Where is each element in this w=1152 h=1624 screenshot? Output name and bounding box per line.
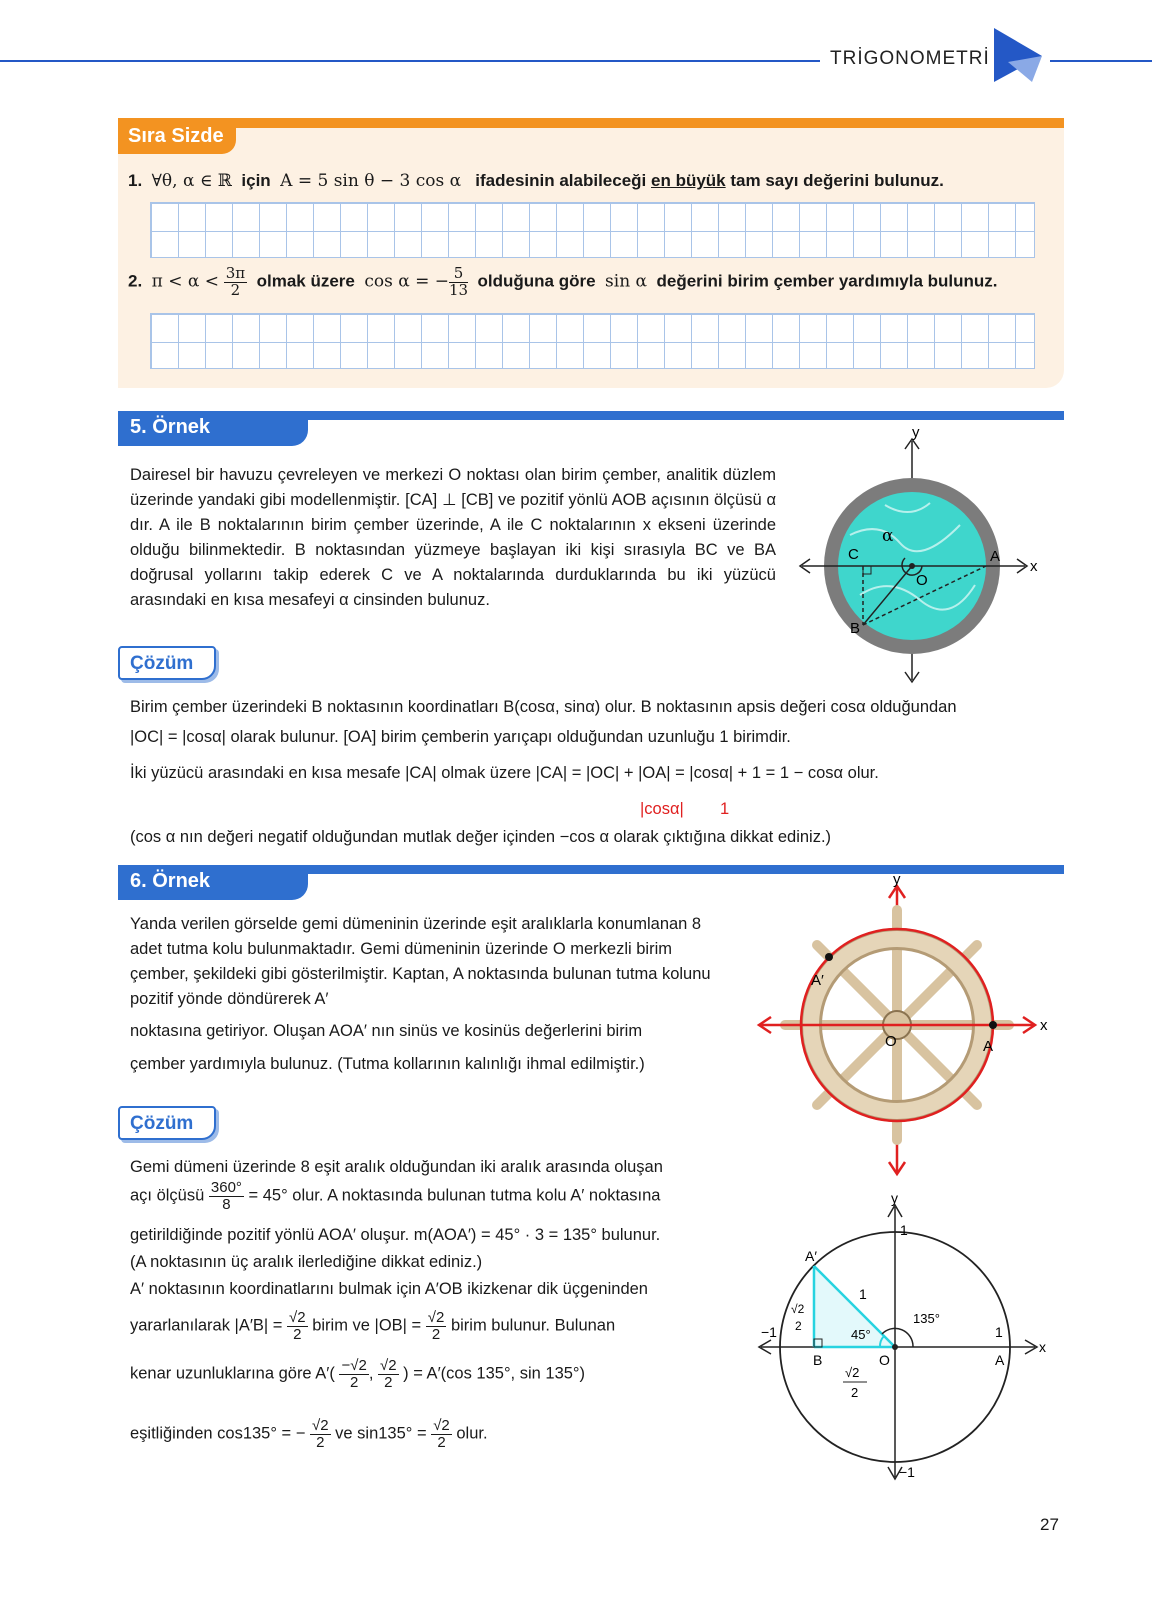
fig5-c-label: C: [848, 546, 859, 563]
ornek6-sol-line7: kenar uzunluklarına göre A′( $\frac{-√2}{2}$ , $\frac{√2}{2}$ ) = A′(cos 135°, sin 135°): [130, 1357, 586, 1391]
ornek5-note: (cos α nın değeri negatif olduğundan mutlak değer içinden −cos α olarak çıktığına dikkat ediniz.): [130, 828, 832, 846]
ornek6-sol-line3: getirildiğinde pozitif yönlü AOA′ oluşur. m(AOA′) = 45° · 3 = 135° bulunur.: [130, 1226, 661, 1244]
ornek6-sol-line2: açı ölçüsü $\frac{360^\circ}{8}$ = 45° olur. A noktasında bulunan tutma kolu A′ noktasına: [130, 1179, 661, 1213]
fig7-y-label: y: [891, 1190, 898, 1206]
fig7-r2-left: √2: [791, 1302, 805, 1316]
ornek6-sol-line4: (A noktasının üç aralık ilerlediğine dikkat ediniz.): [130, 1253, 483, 1271]
fig7-a-label: A: [995, 1352, 1005, 1368]
sira-sizde-bar: [118, 118, 1064, 128]
fig7-d2-bottom: 2: [851, 1385, 859, 1400]
sira-sizde-tag: Sıra Sizde: [118, 122, 236, 154]
page-number: 27: [1040, 1515, 1059, 1534]
answer-grid-2[interactable]: [150, 313, 1035, 369]
ornek5-sol-line1: Birim çember üzerindeki B noktasının koordinatları B(cosα, sinα) olur. B noktasının apsis değeri cosα olduğundan: [130, 698, 957, 716]
fig5-a-label: A: [990, 548, 1001, 565]
header-line-left: [0, 60, 820, 62]
pool-unit-circle-figure: [790, 425, 1050, 685]
ornek6-text-3: çember yardımıyla bulunuz. (Tutma kollarının kalınlığı ihmal edilmiştir.): [130, 1055, 645, 1073]
fig5-y-label: y: [912, 424, 920, 441]
fig7-one-top: 1: [900, 1222, 908, 1238]
ornek5-text: Dairesel bir havuzu çevreleyen ve merkezi O noktası olan birim çember, analitik düzlem üzerinde yandaki gibi modellenmiştir. [CA] ⊥ [CB] ve pozitif yönlü AOB açısının ölçüsü α dır. A ile B noktalarının birim çember üzerinde, A ile C noktalarının x ekseni üzerinde olduğu bilinmektedir. B noktasından yüzmeye başlayan iki kişi sırasıyla BC ve BA doğrusal yollarını takip ederek C ve A noktalarında durduklarında bu iki yüzücü arasındaki en kısa mesafeyi α cinsinden bulunuz.: [130, 466, 776, 609]
fig7-one-right: 1: [995, 1324, 1003, 1340]
fig5-o-label: O: [916, 572, 928, 589]
fig7-ap-label: A′: [805, 1248, 817, 1264]
question-2: 2. π < α < $\frac{3\pi}{2}$ olmak üzere cos α = − $\frac{5}{13}$ olduğuna göre sin α değerini birim çember yardımıyla bulunuz.: [128, 264, 998, 299]
ornek5-cozum-tag: Çözüm: [118, 646, 216, 680]
unit-circle-135-figure: [755, 1190, 1055, 1485]
chapter-triangle-icon: [990, 26, 1046, 84]
ornek6-sol-line8: eşitliğinden cos135° = − $\frac{√2}{2}$ ve sin135° = $\frac{√2}{2}$ olur.: [130, 1417, 488, 1451]
fig6-a-label: A: [983, 1038, 994, 1055]
fig6-y-label: y: [893, 871, 901, 888]
fig6-o-label: O: [885, 1033, 897, 1050]
fig5-x-label: x: [1030, 558, 1038, 575]
ornek5-underbrace-1: |cosα|: [640, 800, 684, 818]
fig7-neg1-left: −1: [761, 1324, 777, 1340]
fig5-b-label: B: [850, 620, 861, 637]
fig7-45-label: 45°: [851, 1327, 871, 1342]
ornek6-sol-line5: A′ noktasının koordinatlarını bulmak için A′OB ikizkenar dik üçgeninden: [130, 1280, 648, 1298]
question-1: 1. ∀θ, α ∈ ℝ için A = 5 sin θ − 3 cos α ifadesinin alabileceği en büyük tam sayı değerini bulunuz.: [128, 171, 944, 191]
ornek6-text-1: Yanda verilen görselde gemi dümeninin üzerinde eşit aralıklarla konumlanan 8 adet tutma kolu bulunmaktadır. Gemi dümeninin üzerinde O merkezli birim çember, şekildeki gibi gösterilmiştir. Kaptan, A noktasında bulunan tutma kolunu pozitif yönde döndürerek A′: [130, 915, 711, 1008]
ornek5-sol-line3: İki yüzücü arasındaki en kısa mesafe |CA| olmak üzere |CA| = |OC| + |OA| = |cosα| + 1 = 1 − cosα olur.: [130, 764, 879, 782]
header-line-right: [1050, 60, 1152, 62]
fig7-neg1-bottom: −1: [899, 1464, 915, 1480]
ornek6-cozum-tag: Çözüm: [118, 1106, 216, 1140]
fig6-x-label: x: [1040, 1017, 1048, 1034]
ornek6-tag: 6. Örnek: [118, 866, 308, 900]
fig7-o-label: O: [879, 1352, 890, 1368]
ornek5-tag: 5. Örnek: [118, 412, 308, 446]
fig6-ap-label: A′: [811, 972, 824, 989]
ornek6-sol-line1: Gemi dümeni üzerinde 8 eşit aralık olduğundan iki aralık arasında oluşan: [130, 1158, 663, 1176]
ornek6-text-2: noktasına getiriyor. Oluşan AOA′ nın sinüs ve kosinüs değerlerini birim: [130, 1022, 643, 1040]
fig7-135-label: 135°: [913, 1311, 940, 1326]
ship-wheel-figure: [755, 871, 1055, 1180]
fig7-b-label: B: [813, 1352, 823, 1368]
fig7-one-hyp: 1: [859, 1286, 867, 1302]
chapter-title: TRİGONOMETRİ: [830, 48, 990, 69]
ornek5-sol-line2: |OC| = |cosα| olarak bulunur. [OA] birim çemberin yarıçapı olduğundan uzunluğu 1 birimdir.: [130, 728, 791, 746]
fig5-alpha-label: α: [882, 526, 894, 546]
ornek5-underbrace-2: 1: [720, 800, 730, 818]
fig7-r2-bottom: √2: [845, 1365, 860, 1380]
answer-grid-1[interactable]: [150, 202, 1035, 258]
fig7-d2-left: 2: [795, 1319, 802, 1333]
ornek6-sol-line6: yararlanılarak |A′B| = $\frac{√2}{2}$ birim ve |OB| = $\frac{√2}{2}$ birim bulunur. Bulunan: [130, 1309, 616, 1343]
fig7-x-label: x: [1039, 1339, 1046, 1355]
